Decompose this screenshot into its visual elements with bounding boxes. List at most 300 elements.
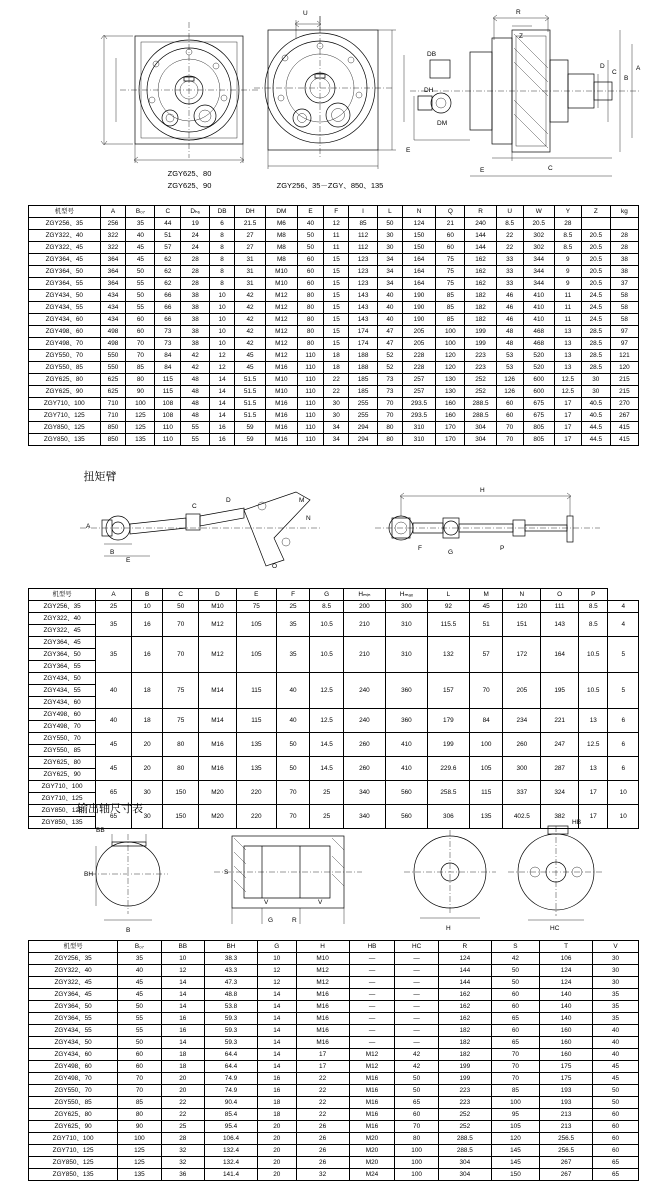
value-cell: 31 [234,278,265,290]
value-cell: 410 [523,290,554,302]
value-cell: 364 [100,254,126,266]
model-cell: ZGY550、70 [29,350,101,362]
value-cell: 141.4 [204,1169,257,1181]
table-row [29,314,639,326]
value-cell: 30 [324,398,349,410]
value-cell: 600 [523,386,554,398]
value-cell: 50 [163,601,199,613]
value-cell: M16 [266,434,297,446]
caption-left-line2: ZGY625、90 [167,181,212,190]
value-cell: 164 [402,254,436,266]
value-cell: 8.5 [554,230,581,242]
value-cell: 42 [395,1049,438,1061]
value-cell: 10.5 [310,613,344,637]
value-cell: 255 [349,410,378,422]
value-cell: 110 [297,398,324,410]
value-cell: 10 [210,302,235,314]
column-header: BB [161,941,204,953]
value-cell: M10 [296,953,349,965]
table-row [29,1085,639,1097]
value-cell: 80 [297,302,324,314]
table-row [29,1109,639,1121]
value-cell: 310 [402,434,436,446]
table-row [29,302,639,314]
value-cell: 40 [96,673,132,709]
value-cell: 260 [343,733,385,757]
svg-text:HB: HB [572,819,582,826]
value-cell: 42 [181,362,210,374]
value-cell: 360 [385,673,427,709]
model-cell: ZGY256、35 [29,953,118,965]
value-cell: 35 [593,1001,639,1013]
value-cell: 21.5 [234,218,265,230]
value-cell: 84 [155,362,181,374]
value-cell: 48.8 [204,989,257,1001]
value-cell: 50 [118,1037,161,1049]
model-cell: ZGY364、55 [29,1013,118,1025]
value-cell: 257 [402,374,436,386]
value-cell: 8 [210,230,235,242]
value-cell: 288.5 [438,1133,491,1145]
value-cell: 213 [540,1121,593,1133]
value-cell: 300 [503,757,541,781]
column-header: Z [581,206,610,218]
value-cell: 364 [100,278,126,290]
svg-text:DB: DB [427,51,437,58]
value-cell: 55 [118,1013,161,1025]
value-cell: 252 [465,386,496,398]
model-cell: ZGY434、55 [29,685,96,697]
value-cell: 59.3 [204,1037,257,1049]
model-cell: ZGY625、80 [29,374,101,386]
value-cell: 199 [427,733,469,757]
value-cell: 40 [593,1025,639,1037]
value-cell: 22 [324,374,349,386]
value-cell: 80 [163,733,199,757]
value-cell: 115 [155,374,181,386]
table-row [29,637,639,649]
value-cell: 18 [258,1109,297,1121]
value-cell: 135 [236,733,276,757]
value-cell: 73 [155,326,181,338]
value-cell: 75 [436,278,465,290]
value-cell: 40 [276,673,310,709]
value-cell: 185 [349,386,378,398]
value-cell: 144 [438,977,491,989]
value-cell: 30 [131,781,162,805]
value-cell: 40 [593,1037,639,1049]
value-cell: 17 [554,398,581,410]
value-cell: 60 [436,230,465,242]
value-cell: 85 [491,1085,539,1097]
value-cell: 182 [438,1037,491,1049]
column-header: B₀₇ [118,941,161,953]
svg-text:D: D [600,63,605,70]
value-cell: 73 [155,338,181,350]
value-cell: 48 [181,386,210,398]
value-cell: M12 [266,290,297,302]
table-shaft [28,940,639,1181]
value-cell: 32 [161,1145,204,1157]
value-cell: 66 [155,290,181,302]
value-cell: 260 [503,733,541,757]
value-cell: 252 [465,374,496,386]
value-cell: 135 [236,757,276,781]
value-cell: 34 [324,434,349,446]
value-cell: 13 [554,350,581,362]
value-cell: 26 [296,1121,349,1133]
value-cell: 124 [438,953,491,965]
value-cell: 24.5 [581,314,610,326]
value-cell: 58 [610,302,638,314]
model-cell: ZGY434、55 [29,302,101,314]
value-cell: 20.5 [581,242,610,254]
value-cell: 132.4 [204,1145,257,1157]
value-cell: 50 [593,1085,639,1097]
value-cell: 498 [100,338,126,350]
value-cell: 520 [523,362,554,374]
value-cell: M8 [266,242,297,254]
value-cell: 73 [378,386,403,398]
value-cell: 28 [161,1133,204,1145]
value-cell: 15 [324,326,349,338]
value-cell: M12 [199,637,237,673]
value-cell: 130 [436,386,465,398]
column-header: A [96,589,132,601]
value-cell: 34 [378,266,403,278]
value-cell: 95 [491,1109,539,1121]
value-cell: 344 [523,254,554,266]
value-cell: 5 [608,637,639,673]
value-cell: 360 [385,709,427,733]
value-cell: M16 [296,1001,349,1013]
value-cell: 50 [491,977,539,989]
value-cell: 247 [541,733,579,757]
model-cell: ZGY364、55 [29,278,101,290]
value-cell: 45 [118,977,161,989]
value-cell: 805 [523,422,554,434]
value-cell: 364 [100,266,126,278]
value-cell: 12 [258,965,297,977]
svg-text:U: U [303,10,308,17]
value-cell: 105 [236,613,276,637]
model-cell: ZGY625、90 [29,769,96,781]
column-header: O [541,589,579,601]
value-cell: 188 [349,350,378,362]
value-cell: 415 [610,422,638,434]
value-cell: 6 [608,757,639,781]
column-header: W [523,206,554,218]
value-cell: 13 [554,326,581,338]
drawing-shaft-end-view [84,827,168,934]
value-cell: 124 [540,977,593,989]
svg-text:E: E [406,147,411,154]
value-cell: 46 [496,314,523,326]
value-cell: 35 [118,953,161,965]
value-cell: 344 [523,278,554,290]
value-cell: 200 [343,601,385,613]
value-cell: 228 [402,362,436,374]
value-cell: M16 [199,733,237,757]
value-cell: 162 [465,278,496,290]
value-cell: 38 [181,314,210,326]
value-cell: 24.5 [581,302,610,314]
value-cell: — [395,1013,438,1025]
value-cell: 150 [402,230,436,242]
value-cell: 304 [465,422,496,434]
model-cell: ZGY364、50 [29,1001,118,1013]
value-cell: 188 [349,362,378,374]
value-cell: 18 [131,673,162,709]
value-cell: 70 [126,350,155,362]
value-cell: 10 [210,326,235,338]
value-cell: 6 [608,709,639,733]
value-cell: 306 [427,805,469,829]
model-cell: ZGY322、45 [29,625,96,637]
model-cell: ZGY322、40 [29,965,118,977]
value-cell: 121 [610,350,638,362]
value-cell: M16 [349,1073,395,1085]
value-cell: 17 [554,410,581,422]
column-header: H [296,941,349,953]
value-cell: 302 [523,230,554,242]
value-cell: 105 [491,1121,539,1133]
svg-text:P: P [500,545,505,552]
value-cell: 30 [593,953,639,965]
table-row [29,673,639,685]
value-cell: 22 [296,1109,349,1121]
table-row [29,290,639,302]
value-cell: 25 [161,1121,204,1133]
value-cell: 48 [181,374,210,386]
column-header: I [349,206,378,218]
value-cell: 70 [163,613,199,637]
column-header: Dₕ₆ [181,206,210,218]
value-cell: 267 [540,1157,593,1169]
svg-text:E: E [480,167,485,174]
value-cell: 70 [395,1121,438,1133]
value-cell: 62 [155,278,181,290]
model-cell: ZGY625、80 [29,1109,118,1121]
value-cell: 8 [210,242,235,254]
value-cell: 174 [349,338,378,350]
value-cell: 65 [593,1157,639,1169]
value-cell: 59 [234,422,265,434]
value-cell: 18 [161,1061,204,1073]
svg-text:B: B [624,75,629,82]
caption-left-line1: ZGY625、80 [167,169,212,178]
value-cell: 19 [181,218,210,230]
value-cell: 256.5 [540,1145,593,1157]
value-cell: 66 [155,302,181,314]
value-cell: 85 [436,314,465,326]
value-cell: 40 [96,709,132,733]
value-cell: 48 [496,338,523,350]
value-cell: 70 [491,1073,539,1085]
value-cell: 14 [210,386,235,398]
svg-text:DM: DM [437,120,448,127]
column-header: Hₘᵢₙ [343,589,385,601]
value-cell: 304 [438,1169,491,1181]
value-cell: 344 [523,266,554,278]
value-cell: 160 [540,1025,593,1037]
column-header: C [163,589,199,601]
drawing-shaft-section [214,836,362,924]
value-cell: 85 [436,302,465,314]
model-cell: ZGY498、60 [29,709,96,721]
value-cell: 12 [210,350,235,362]
value-cell: — [349,977,395,989]
value-cell: 48 [181,410,210,422]
value-cell: 51.5 [234,386,265,398]
value-cell: 22 [496,230,523,242]
model-cell: ZGY850、135 [29,434,101,446]
model-cell: ZGY850、125 [29,1157,118,1169]
value-cell: 24 [181,242,210,254]
value-cell: 70 [378,398,403,410]
value-cell: 14 [258,1013,297,1025]
value-cell: 70 [496,422,523,434]
value-cell: 28.5 [581,338,610,350]
table-row [29,1037,639,1049]
value-cell: 51.5 [234,374,265,386]
value-cell: 85 [118,1097,161,1109]
value-cell: M12 [349,1061,395,1073]
table-main-wrapper [28,205,639,446]
value-cell: 65 [395,1097,438,1109]
value-cell: 45 [234,350,265,362]
value-cell: 4 [608,601,639,613]
value-cell: 32 [296,1169,349,1181]
value-cell: 45 [593,1061,639,1073]
table-row [29,254,639,266]
value-cell: 59 [234,434,265,446]
value-cell: 75 [163,709,199,733]
value-cell: 62 [155,266,181,278]
value-cell: 40 [378,314,403,326]
value-cell: 140 [540,989,593,1001]
value-cell: 143 [541,613,579,637]
value-cell: 18 [258,1097,297,1109]
value-cell: 42 [234,314,265,326]
value-cell: 100 [126,398,155,410]
value-cell: 175 [540,1061,593,1073]
value-cell: 115 [236,673,276,709]
value-cell: 20.5 [523,218,554,230]
value-cell: 14 [210,410,235,422]
model-cell: ZGY434、50 [29,290,101,302]
value-cell: 10.5 [310,637,344,673]
model-cell: ZGY498、70 [29,1073,118,1085]
value-cell: 70 [118,1073,161,1085]
value-cell: 60 [593,1145,639,1157]
value-cell: 40 [593,1049,639,1061]
value-cell: 52 [378,350,403,362]
model-cell: ZGY850、125 [29,422,101,434]
value-cell: 80 [126,374,155,386]
value-cell: 10 [210,314,235,326]
value-cell: 140 [540,1001,593,1013]
table-row [29,386,639,398]
table-row [29,266,639,278]
value-cell: 38.3 [204,953,257,965]
value-cell: 337 [503,781,541,805]
value-cell: 92 [427,601,469,613]
value-cell: 80 [297,314,324,326]
value-cell: 14 [258,1037,297,1049]
value-cell: 50 [297,242,324,254]
value-cell: 60 [593,1121,639,1133]
value-cell: M16 [296,1013,349,1025]
value-cell: 22 [161,1097,204,1109]
table-row [29,374,639,386]
value-cell: 179 [427,709,469,733]
value-cell: 111 [541,601,579,613]
value-cell: 160 [436,398,465,410]
column-header: A [100,206,126,218]
value-cell: 45 [118,989,161,1001]
model-cell: ZGY498、60 [29,326,101,338]
value-cell: 24.5 [581,290,610,302]
value-cell: 51.5 [234,398,265,410]
value-cell: 258.5 [427,781,469,805]
value-cell: 60 [126,314,155,326]
value-cell: 199 [465,338,496,350]
value-cell: 340 [343,781,385,805]
value-cell: 60 [118,1049,161,1061]
column-header: 机型号 [29,941,118,953]
value-cell: 35 [126,218,155,230]
column-header: D [199,589,237,601]
value-cell: 62 [155,254,181,266]
value-cell: 70 [378,410,403,422]
value-cell: 110 [155,422,181,434]
value-cell: 30 [378,230,403,242]
value-cell: M20 [349,1145,395,1157]
value-cell: 18 [161,1049,204,1061]
value-cell: 28.5 [581,362,610,374]
value-cell: 100 [395,1157,438,1169]
value-cell: 80 [297,326,324,338]
drawing-shaft-face-1 [404,830,496,932]
value-cell: 182 [438,1025,491,1037]
value-cell: 16 [131,613,162,637]
value-cell: 38 [181,326,210,338]
value-cell [610,218,638,230]
model-cell: ZGY364、45 [29,637,96,649]
value-cell: 410 [385,733,427,757]
value-cell: 162 [438,1001,491,1013]
table-row [29,1049,639,1061]
column-header: HB [349,941,395,953]
value-cell: 12.5 [554,386,581,398]
value-cell: 60 [297,254,324,266]
value-cell: 157 [427,673,469,709]
value-cell: 60 [491,989,539,1001]
value-cell: 70 [118,1085,161,1097]
value-cell: 58 [610,314,638,326]
value-cell: 45 [593,1073,639,1085]
value-cell: 252 [438,1121,491,1133]
value-cell: 110 [297,422,324,434]
value-cell: 45 [96,733,132,757]
svg-text:C: C [192,503,197,510]
value-cell: 520 [523,350,554,362]
value-cell: 105 [236,637,276,673]
value-cell: 164 [541,637,579,673]
value-cell: 42 [181,350,210,362]
value-cell: 140 [540,1013,593,1025]
